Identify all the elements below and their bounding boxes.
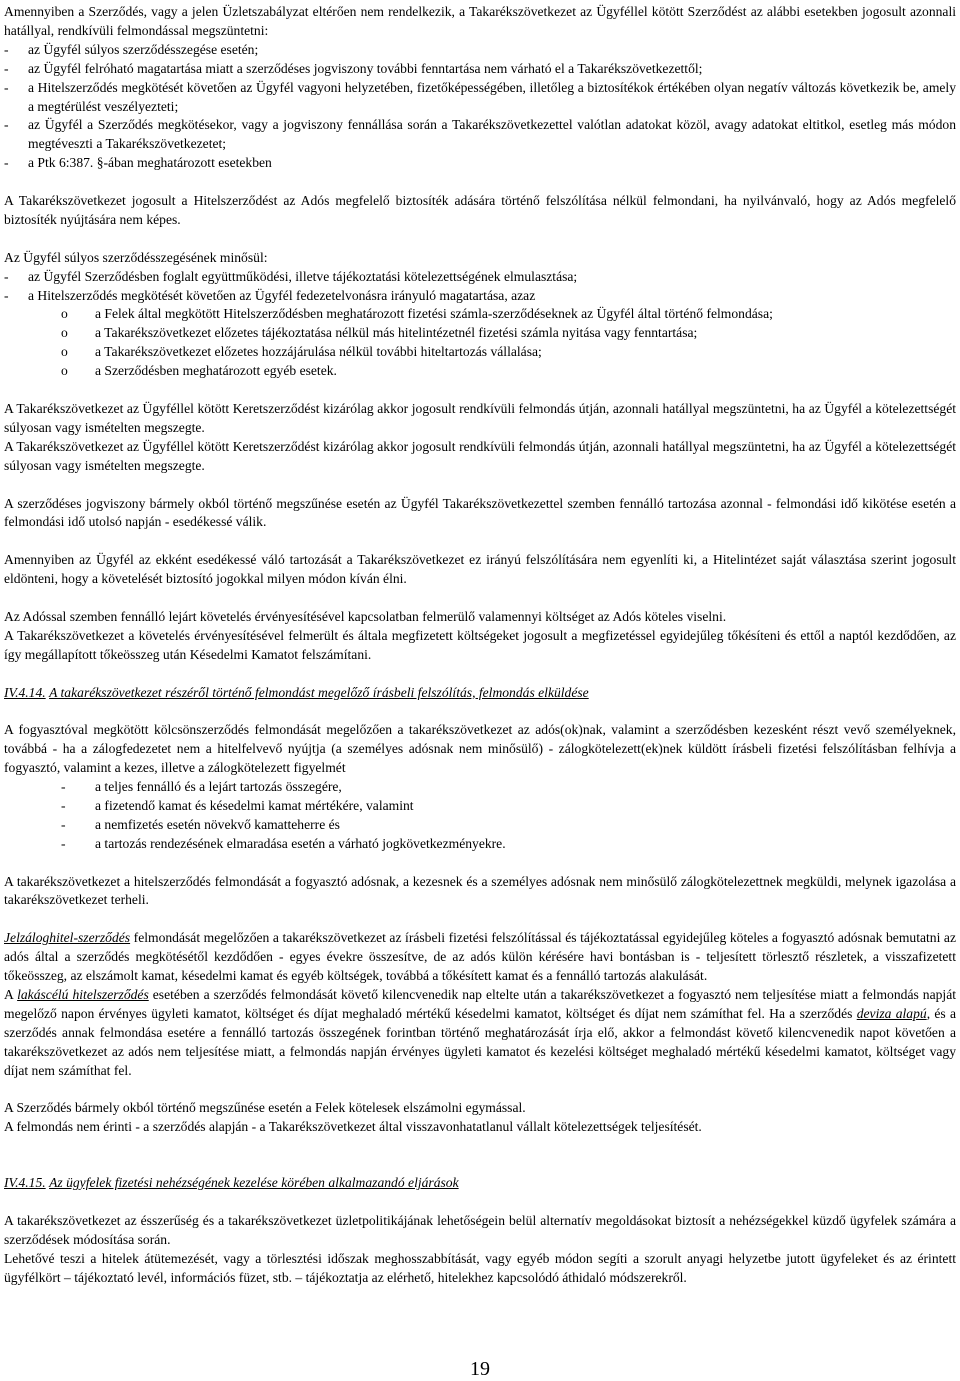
choice-paragraph: Amennyiben az Ügyfél az ekként esedékessé váló tartozását a Takarékszövetkezet ez irányú felszólítására nem egyenlíti ki, a Hitelintézet saját választása szerint jogosult eldönteni, hogy a követelését biztosító jogokkal milyen módon kíván élni.: [4, 552, 956, 587]
section-number: IV.4.14.: [4, 684, 46, 700]
section-number: IV.4.15.: [4, 1175, 46, 1191]
framework-paragraph: A Takarékszövetkezet az Ügyféllel kötött Keretszerződést kizárólag akkor jogosult rendkívüli felmondás útján, azonnali hatállyal megszüntetni, ha az Ügyfél a kötelezettségét súlyosan vagy ismételten megszegte.: [4, 400, 956, 435]
list-item: - az Ügyfél súlyos szerződésszegése esetén;: [4, 41, 259, 57]
housing-term: lakáscélú hitelszerződés: [17, 986, 149, 1002]
perform-paragraph: A felmondás nem érinti - a szerződés alapján - a Takarékszövetkezet által visszavonhatatlanul vállalt kötelezettségek teljesítését.: [4, 1119, 702, 1135]
section-title: Az ügyfelek fizetési nehézségének kezelése körében alkalmazandó eljárások: [49, 1175, 459, 1191]
security-paragraph: A Takarékszövetkezet jogosult a Hitelszerződést az Adós megfelelő biztosíték adására történő felszólítása nélkül felmondani, ha nyilvánvaló, hogy az Adós megfelelő biztosíték nyújtására nem képes.: [4, 193, 956, 227]
sub-list-item: o a Takarékszövetkezet előzetes tájékoztatása nélkül más hitelintézetnél fizetési számla nyitása vagy fenntartása;: [61, 325, 698, 341]
termination-intro: Amennyiben a Szerződés, vagy a jelen Üzletszabályzat eltérően nem rendelkezik, a Takarékszövetkezet az Ügyféllel kötött Szerződést az alábbi esetekben jogosult azonnali hatállyal, rendkívüli felmondással megszüntetni:: [4, 4, 956, 38]
list-item: - az Ügyfél a Szerződés megkötésekor, vagy a jogviszony fennállása során a Takarékszövetkezettel valótlan adatokat közöl, avagy adatokat eltitkol, esetleg más módon megtéveszti a Takarékszövetkezetet;: [4, 117, 956, 152]
list-item: - a Hitelszerződés megkötését követően az Ügyfél fedezetelvonásra irányuló magatartása, azaz: [4, 287, 536, 303]
capitalize-paragraph: A Takarékszövetkezet a követelés érvényesítésével felmerült és általa megfizetett költségeket jogosult a megfizetéssel egyidejűleg tőkésíteni és ettől a naptól kezdődően, az így megállapított tőkeösszeg után Késedelmi Kamatot felszámítani.: [4, 627, 956, 662]
help-paragraph: Lehetővé teszi a hitelek átütemezését, vagy a törlesztési időszak meghosszabbítását, vagy egyéb módon segíti a szorult anyagi helyzetbe jutott ügyfeleket és az érintett ügyfélkört – tájékoztató levél, információs füzet, stb. – tájékoztatja az elérhető, hitelekhez kapcsolódó áthidaló módszerekről.: [4, 1250, 956, 1285]
section-heading-414: [4, 684, 956, 703]
costs-paragraph: Az Adóssal szemben fennálló lejárt követelés érvényesítésével kapcsolatban felmerülő valamennyi költséget az Adós köteles viselni.: [4, 608, 727, 624]
list-item: - a Ptk 6:387. §-ában meghatározott esetekben: [4, 155, 272, 171]
housing-paragraph: A lakáscélú hitelszerződés esetében a szerződés felmondását követő kilencvenedik nap eltelte után a takarékszövetkezet a fogyasztó nem teljesítése miatt a felmondás napját megelőző napon érvényes ügyleti kamatot, költséget és díjat meghaladó mértékű késedelmi kamatot, költséget és díjat nem számíthat fel. Ha a szerződés deviza alapú, és a szerződés annak felmondása esetére a fennálló tartozás összegének forintban történő meghatározását írja elő, akkor a felmondást követő kilencvenedik napot követően a takarékszövetkezet az adós nem teljesítése miatt, a felmondás napján érvényes ügyleti kamatot és kezelési költséget meghaladó mértékű késedelmi kamatot, költséget vagy díjat nem számíthat fel.: [4, 986, 957, 1078]
document-page: [4, 3, 956, 1288]
page-number: 19: [470, 1358, 490, 1380]
mortgage-paragraph: Jelzáloghitel-szerződés felmondását megelőzően a takarékszövetkezet az írásbeli fizetési felszólítással és tájékoztatással egyidejűleg köteles a fogyasztó adósnak bemutatni az adós által a szerződés megkötésétől kezdődően - egyes évekre összesítve, de az adós külön kérésére havi bontásban is - teljesített törlesztő részletek, a visszafizetett tőkeösszeg, az elszámolt kamat, késedelmi kamat és egyéb költségek, továbbá a tőkésített kamat és a fennálló tartozás alakulását.: [4, 930, 956, 984]
alternatives-paragraph: A takarékszövetkezet az ésszerűség és a takarékszövetkezet üzletpolitikájának lehetőségein belül alternatív megoldásokat biztosít a nehézségekkel küzdő ügyfelek számára a szerződések módosítása során.: [4, 1213, 956, 1247]
sub-list-item: o a Felek által megkötött Hitelszerződésben meghatározott fizetési számla-szerződéseknek az Ügyfél által történő felmondása;: [61, 306, 773, 322]
list-item: - a tartozás rendezésének elmaradása esetén a várható jogkövetkezményekre.: [61, 835, 506, 851]
sub-list-item: o a Takarékszövetkezet előzetes hozzájárulása nélkül további hiteltartozás vállalása;: [61, 344, 542, 360]
list-item: - az Ügyfél felróható magatartása miatt a szerződéses jogviszony további fenntartása nem várható el a Takarékszövetkezettől;: [4, 60, 703, 76]
send-paragraph: A takarékszövetkezet a hitelszerződés felmondását a fogyasztó adósnak, a kezesnek és a személyes adósnak nem minősülő zálogkötelezettnek megküldi, melynek igazolása a takarékszövetkezet terheli.: [4, 873, 956, 908]
list-item: - a Hitelszerződés megkötését követően az Ügyfél vagyoni helyzetében, fizetőképességében, illetőleg a biztosítékok értékében olyan negatív változás következik be, amely a megtérülést veszélyezteti;: [4, 79, 956, 114]
consumer-paragraph: A fogyasztóval megkötött kölcsönszerződés felmondását megelőzően a takarékszövetkezet az adós(ok)nak, valamint a szerződésben kezesként részt vevő személyeknek, továbbá - ha a zálogfedezetet nem a hitelfelvevő nyújtja (a személyes adósnak nem minősülő) - zálogkötelezett(ek)nek küldött írásbeli fizetési felszólításban felhívja a fogyasztó, valamint a kezes, illetve a zálogkötelezett figyelmét: [4, 722, 956, 776]
section-title: A takarékszövetkezet részéről történő felmondást megelőző írásbeli felszólítás, felmondás elküldése: [49, 684, 589, 700]
due-paragraph: A szerződéses jogviszony bármely okból történő megszűnése esetén az Ügyfél Takarékszövetkezettel szemben fennálló tartozása azonnal - felmondási idő kikötése esetén a felmondási idő utolsó napján - esedékessé válik.: [4, 495, 956, 530]
list-item: - a fizetendő kamat és késedelmi kamat mértékére, valamint: [61, 797, 414, 813]
breach-intro: Az Ügyfél súlyos szerződésszegésének minősül:: [4, 249, 268, 265]
mortgage-term: Jelzáloghitel-szerződés: [4, 930, 131, 946]
section-heading-415: [4, 1174, 956, 1193]
list-item: - az Ügyfél Szerződésben foglalt együttműködési, illetve tájékoztatási kötelezettségének elmulasztása;: [4, 268, 578, 284]
settle-paragraph: A Szerződés bármely okból történő megszűnése esetén a Felek kötelesek elszámolni egymással.: [4, 1100, 526, 1116]
list-item: - a teljes fennálló és a lejárt tartozás összegére,: [61, 779, 342, 795]
list-item: - a nemfizetés esetén növekvő kamatteherre és: [61, 816, 340, 832]
foreign-currency-term: deviza alapú: [856, 1005, 927, 1021]
framework-paragraph-repeat: A Takarékszövetkezet az Ügyféllel kötött Keretszerződést kizárólag akkor jogosult rendkívüli felmondás útján, azonnali hatállyal megszüntetni, ha az Ügyfél a kötelezettségét súlyosan vagy ismételten megszegte.: [4, 438, 956, 473]
sub-list-item: o a Szerződésben meghatározott egyéb esetek.: [61, 363, 337, 379]
